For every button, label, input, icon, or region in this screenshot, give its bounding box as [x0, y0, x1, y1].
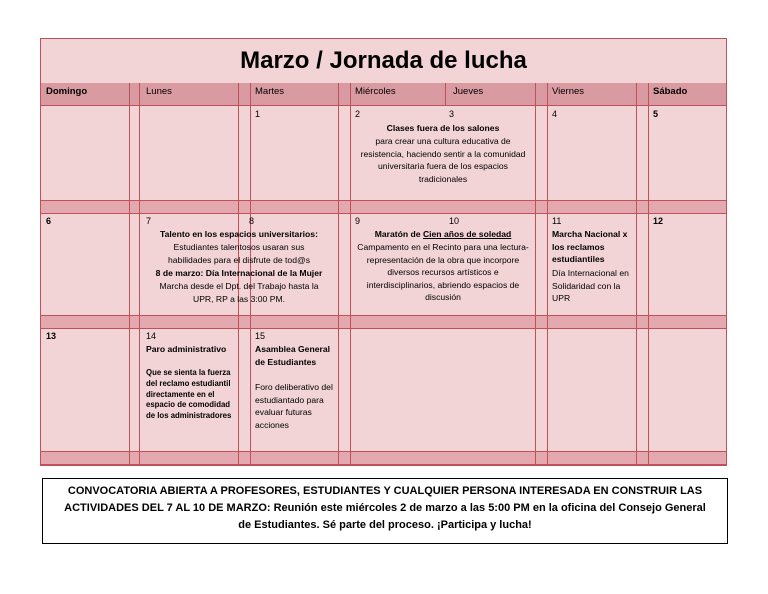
day-number: 9 — [355, 216, 361, 226]
grid-line — [338, 83, 339, 466]
weekday-lunes: Lunes — [146, 86, 172, 97]
day-number: 6 — [46, 216, 52, 226]
event-heading: 8 de marzo: Día Internacional de la Mujer — [155, 268, 323, 278]
page-title: Marzo / Jornada de lucha — [41, 39, 726, 84]
grid-line — [547, 83, 548, 466]
week-separator — [41, 315, 726, 329]
day-number: 1 — [255, 109, 261, 119]
event-description: Estudiantes talentosos usaran sus habilidades para el disfrute de tod@s — [167, 242, 310, 265]
weekday-sabado: Sábado — [653, 86, 688, 97]
day-number: 14 — [146, 331, 157, 341]
day-number: 15 — [255, 331, 266, 341]
day-number: 7 — [146, 216, 152, 226]
calendar-table — [40, 38, 727, 466]
day-number: 10 — [449, 216, 460, 226]
day-number: 11 — [552, 216, 562, 226]
book-title: Cien años de soledad — [422, 229, 512, 239]
event-description: para crear una cultura educativa de resistencia, haciendo sentir a la comunidad universitaria fuera de los espacios tradicionales — [360, 136, 526, 184]
day-number: 13 — [46, 331, 57, 341]
grid-line — [350, 83, 351, 466]
event-heading-prefix: Maratón de — [374, 229, 423, 239]
weekday-miercoles: Miércoles — [355, 86, 396, 97]
event-heading: Marcha Nacional x los reclamos estudiantiles — [552, 229, 628, 265]
day-number: 8 — [249, 216, 255, 226]
event-heading: Paro administrativo — [146, 344, 227, 354]
event-description: Foro deliberativo del estudiantado para evaluar futuras acciones — [255, 382, 333, 430]
weekday-martes: Martes — [255, 86, 285, 97]
grid-line — [129, 83, 130, 466]
announcement-box: CONVOCATORIA ABIERTA A PROFESORES, ESTUDIANTES Y CUALQUIER PERSONA INTERESADA EN CONSTRUIR LAS ACTIVIDADES DEL 7 AL 10 DE MARZO: Reunión este miércoles 2 de marzo a las 5:00 PM en la oficina del Consejo General de Estudiantes. Sé parte del proceso. ¡Participa y lucha! — [42, 478, 728, 544]
grid-line — [636, 83, 637, 466]
grid-line — [139, 83, 140, 466]
day-number: 2 — [355, 109, 361, 119]
weekday-viernes: Viernes — [552, 86, 585, 97]
day-number: 3 — [449, 109, 455, 119]
day-number: 5 — [653, 109, 659, 119]
week-separator — [41, 451, 726, 465]
event-heading: Clases fuera de los salones — [386, 123, 500, 133]
day-number: 12 — [653, 216, 664, 226]
event-description: Día Internacional en Solidaridad con la UPR — [552, 268, 629, 304]
day-number: 4 — [552, 109, 558, 119]
event-heading — [353, 228, 533, 241]
event-description: Campamento en el Recinto para una lectura-representación de la obra que incorpore diversos recursos artísticos e interdisciplinarios, abriendo espacios de discusión — [357, 242, 529, 303]
grid-line — [535, 83, 536, 466]
grid-line — [648, 83, 649, 466]
weekday-domingo: Domingo — [46, 86, 88, 97]
event-description: Marcha desde el Dpt. del Trabajo hasta la UPR, RP a las 3:00 PM. — [159, 281, 319, 304]
grid-line — [445, 83, 446, 105]
event-description: Que se sienta la fuerza del reclamo estudiantil directamente en el espacio de comodidad de los administradores — [146, 368, 232, 421]
event-heading: Asamblea General de Estudiantes — [255, 344, 330, 367]
event-heading: Talento en los espacios universitarios: — [160, 229, 318, 239]
weekday-jueves: Jueves — [453, 86, 484, 97]
week-separator — [41, 200, 726, 214]
